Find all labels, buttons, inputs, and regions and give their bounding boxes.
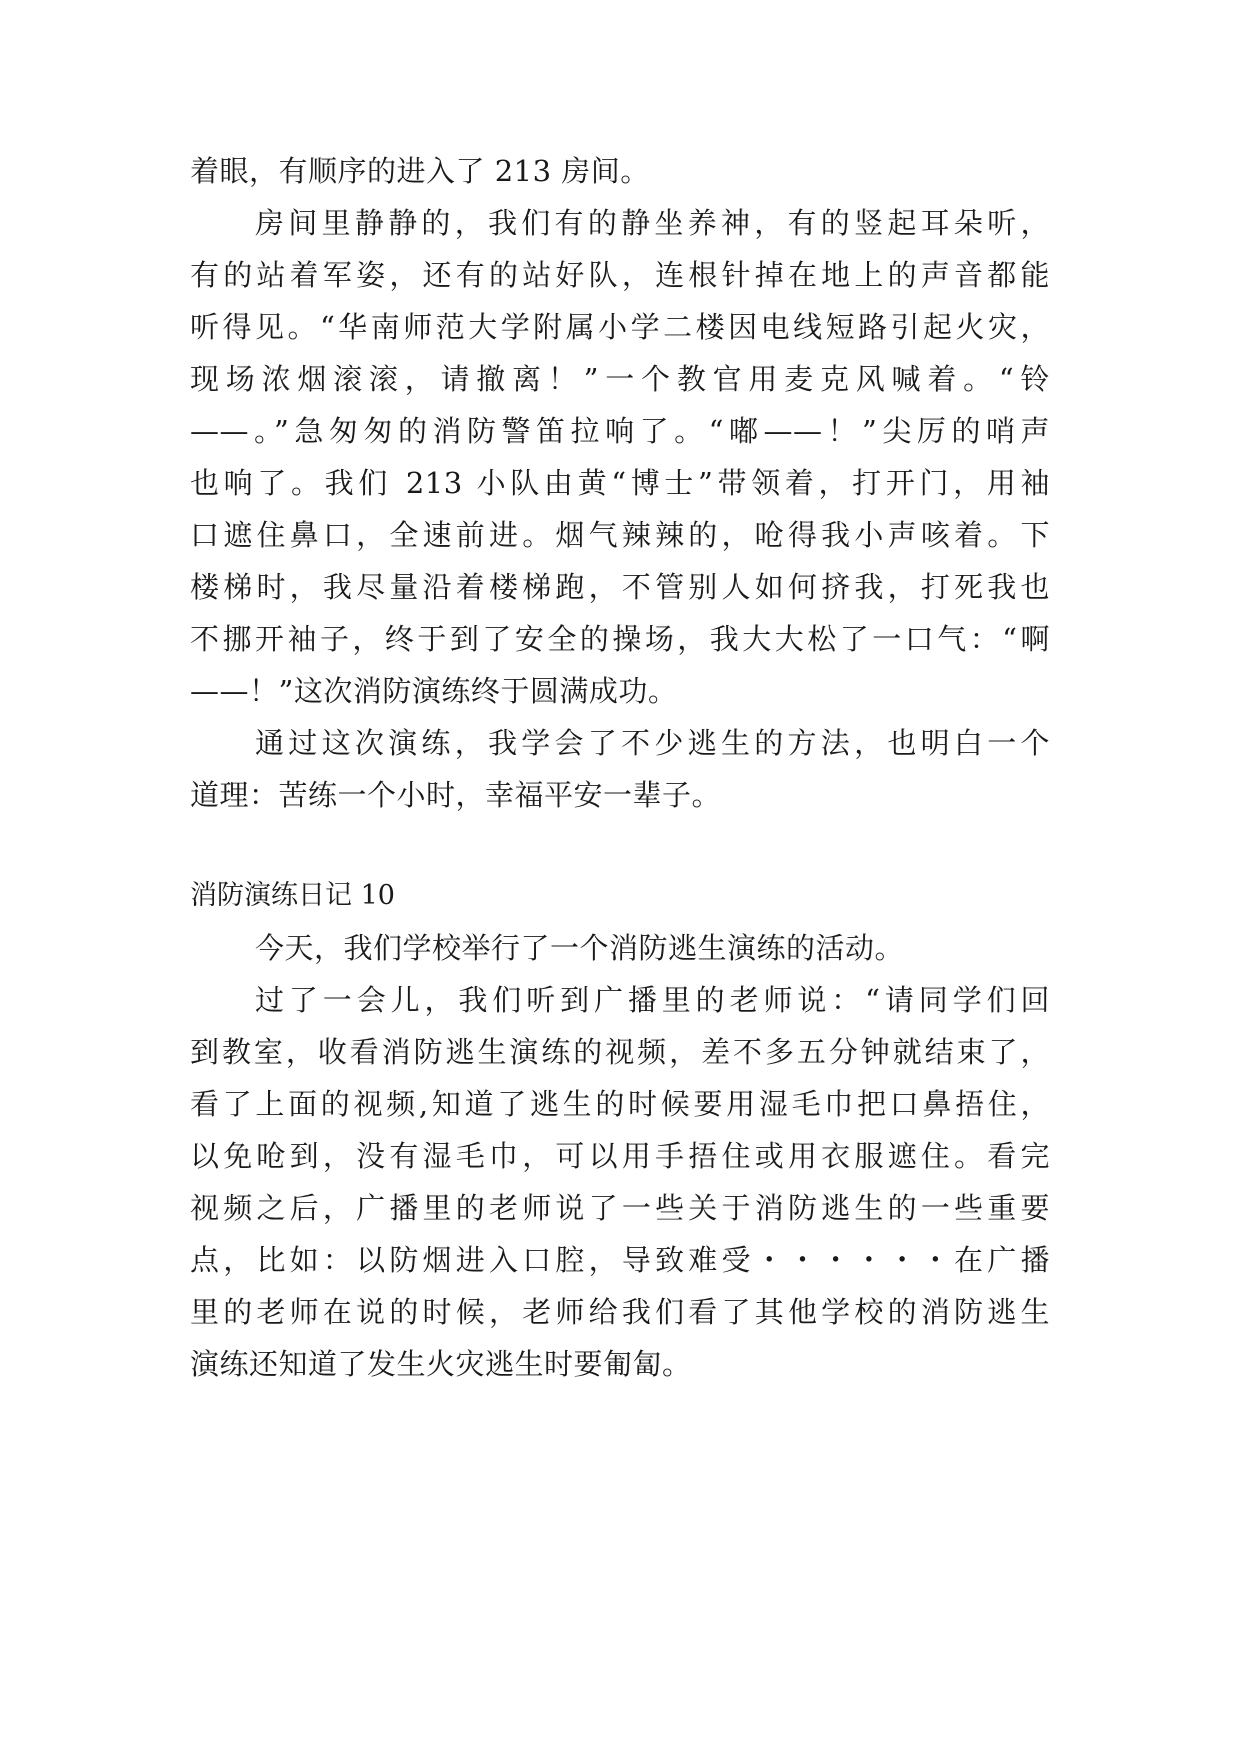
paragraph-line: 视频之后，广播里的老师说了一些关于消防逃生的一些重要: [190, 1191, 1050, 1225]
paragraph-line: 过了一会儿，我们听到广播里的老师说：“请同学们回: [255, 983, 1050, 1017]
paragraph-line: 今天，我们学校举行了一个消防逃生演练的活动。: [255, 931, 905, 965]
paragraph-line: 有的站着军姿，还有的站好队，连根针掉在地上的声音都能: [190, 258, 1050, 292]
section-heading: 消防演练日记 10: [190, 880, 395, 911]
paragraph-line: 道理：苦练一个小时，幸福平安一辈子。: [190, 778, 722, 812]
paragraph-line: 着眼，有顺序的进入了 213 房间。: [190, 154, 650, 188]
paragraph-line: 里的老师在说的时候，老师给我们看了其他学校的消防逃生: [190, 1295, 1050, 1329]
paragraph-line: 到教室，收看消防逃生演练的视频，差不多五分钟就结束了，: [190, 1035, 1050, 1069]
paragraph-line: 房间里静静的，我们有的静坐养神，有的竖起耳朵听，: [255, 206, 1050, 240]
paragraph-line: ——。”急匆匆的消防警笛拉响了。“嘟——！”尖厉的哨声: [190, 414, 1050, 448]
paragraph-line: 听得见。“华南师范大学附属小学二楼因电线短路引起火灾，: [190, 310, 1050, 344]
paragraph-line: 不挪开袖子，终于到了安全的操场，我大大松了一口气：“啊: [190, 622, 1050, 656]
paragraph-line: ——！”这次消防演练终于圆满成功。: [190, 674, 678, 708]
paragraph-line: 楼梯时，我尽量沿着楼梯跑，不管别人如何挤我，打死我也: [190, 570, 1050, 604]
paragraph-line: 也响了。我们 213 小队由黄“博士”带领着，打开门，用袖: [190, 466, 1050, 500]
paragraph-line: 通过这次演练，我学会了不少逃生的方法，也明白一个: [255, 726, 1050, 760]
paragraph-line: 点，比如：以防烟进入口腔，导致难受・・・・・・在广播: [190, 1243, 1050, 1277]
paragraph-line: 演练还知道了发生火灾逃生时要匍匐。: [190, 1347, 692, 1381]
paragraph-line: 口遮住鼻口，全速前进。烟气辣辣的，呛得我小声咳着。下: [190, 518, 1050, 552]
paragraph-line: 现场浓烟滚滚，请撤离！”一个教官用麦克风喊着。“铃: [190, 362, 1050, 396]
paragraph-line: 看了上面的视频,知道了逃生的时候要用湿毛巾把口鼻捂住，: [190, 1087, 1050, 1121]
paragraph-line: 以免呛到，没有湿毛巾，可以用手捂住或用衣服遮住。看完: [190, 1139, 1050, 1173]
